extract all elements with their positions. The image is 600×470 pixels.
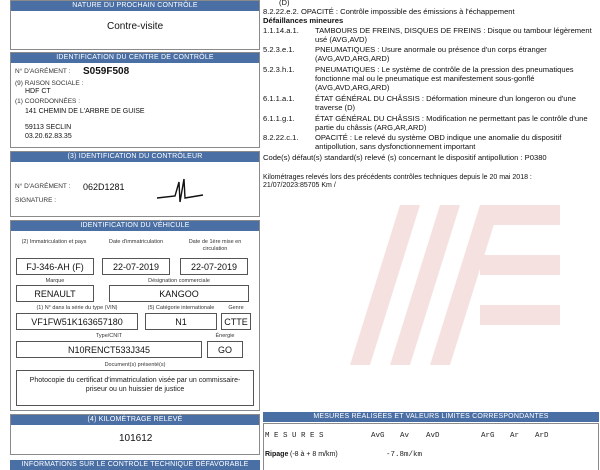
designation-label: Désignation commerciale bbox=[148, 278, 210, 284]
defect-line: (D) bbox=[279, 0, 290, 7]
controleur-agrement-label: N° D'AGRÉMENT : bbox=[15, 183, 71, 190]
genre-label: Genre bbox=[228, 305, 244, 311]
immat-value: FJ-346-AH (F) bbox=[16, 258, 94, 275]
defect-line: 5.2.3.h.1. PNEUMATIQUES : Le système de contrôle de la pression des pneumatiques fonctionne mal ou le pneumatique est manifestement sous-gonflé (AVG,AVD,ARG,ARD) bbox=[263, 65, 574, 92]
categorie-value: N1 bbox=[145, 313, 217, 330]
ripage-label: Ripage bbox=[265, 451, 289, 458]
type-label: Type/CNIT bbox=[95, 333, 123, 339]
marque-value: RENAULT bbox=[16, 285, 94, 302]
col-ar: Ar bbox=[510, 432, 520, 440]
centre-coord-label: (1) COORDONNÉES : bbox=[15, 98, 81, 105]
mesures-header: MESURES RÉALISÉES ET VALEURS LIMITES CORRESPONDANTES bbox=[263, 412, 599, 422]
defect-line: 5.2.3.e.1. PNEUMATIQUES : Usure anormale ou présence d'un corps étranger (AVG,AVD,ARG,ARD) bbox=[263, 45, 547, 63]
date-immat-label: Date d'immatriculation bbox=[108, 239, 164, 245]
centre-phone: 03.20.62.83.35 bbox=[25, 133, 72, 140]
centre-header: IDENTIFICATION DU CENTRE DE CONTRÔLE bbox=[11, 53, 259, 63]
next-control-panel bbox=[10, 0, 260, 50]
col-avg: AvG bbox=[371, 432, 385, 440]
kilometrage-panel bbox=[10, 414, 260, 455]
controleur-panel bbox=[10, 151, 260, 217]
controleur-header: (3) IDENTIFICATION DU CONTRÔLEUR bbox=[11, 152, 259, 162]
date-first-label: Date de 1ère mise en circulation bbox=[188, 239, 242, 252]
centre-agrement-label: N° D'AGRÉMENT : bbox=[15, 68, 71, 75]
watermark-logo bbox=[330, 175, 570, 375]
next-control-value: Contre-visite bbox=[107, 21, 164, 32]
marque-label: Marque bbox=[45, 278, 65, 284]
immat-label: (2) Immatriculation et pays bbox=[21, 239, 87, 245]
ripage-value: -7.8m/km bbox=[386, 451, 423, 459]
informations-header: INFORMATIONS SUR LE CONTRÔLE TECHNIQUE DÉFAVORABLE bbox=[10, 460, 260, 470]
vin-value: VF1FW51K163657180 bbox=[16, 313, 138, 330]
energie-label: Énergie bbox=[215, 333, 235, 339]
type-value: N10RENCT533J345 bbox=[16, 341, 202, 358]
defect-line: 1.1.14.a.1. TAMBOURS DE FREINS, DISQUES DE FREINS : Disque ou tambour légèrement usé (AVG,AVD) bbox=[263, 26, 592, 44]
vin-label: (1) N° dans la série du type (VIN) bbox=[36, 305, 118, 311]
vehicule-header: IDENTIFICATION DU VÉHICULE bbox=[11, 221, 259, 231]
date-immat-value: 22-07-2019 bbox=[102, 258, 170, 275]
centre-raison-label: (9) RAISON SOCIALE : bbox=[15, 80, 84, 87]
kilometrage-value: 101612 bbox=[119, 433, 153, 444]
col-avd: AvD bbox=[426, 432, 440, 440]
col-ard: ArD bbox=[535, 432, 549, 440]
defect-line: 6.1.1.g.1. ÉTAT GÉNÉRAL DU CHÂSSIS : Modification ne permettant pas le contrôle d'une partie du châssis (ARG,AR,ARD) bbox=[263, 114, 588, 132]
defect-line: 6.1.1.a.1. ÉTAT GÉNÉRAL DU CHÂSSIS : Déformation mineure d'un longeron ou d'une traverse (D) bbox=[263, 94, 576, 112]
centre-address-line2: 59113 SECLIN bbox=[25, 124, 72, 131]
kilometrages-text: Kilométrages relevés lors des précédents contrôles techniques depuis le 20 mai 2018 : bbox=[263, 174, 532, 181]
centre-agrement-value: S059F508 bbox=[83, 66, 130, 77]
mesures-panel bbox=[263, 423, 599, 470]
controleur-agrement-value: 062D1281 bbox=[83, 182, 125, 192]
controleur-signature bbox=[149, 174, 209, 208]
col-arg: ArG bbox=[481, 432, 495, 440]
controleur-signature-label: SIGNATURE : bbox=[15, 197, 57, 204]
section-title-mineures: Défaillances mineures bbox=[263, 16, 344, 25]
mesures-title: M E S U R E S bbox=[265, 432, 324, 440]
designation-value: KANGOO bbox=[109, 285, 249, 302]
energie-value: GO bbox=[207, 341, 243, 358]
defect-line: 8.2.22.c.1. OPACITÉ : Le relevé du système OBD indique une anomalie du dispositif antipollution, sans dysfonctionnement important bbox=[263, 133, 562, 151]
genre-value: CTTE bbox=[221, 313, 251, 330]
vehicule-panel bbox=[10, 220, 260, 411]
centre-raison-value: HDF CT bbox=[25, 88, 51, 95]
defect-line: 8.2.22.e.2. OPACITÉ : Contrôle impossible des émissions à l'échappement bbox=[263, 7, 515, 16]
documents-label: Document(s) présenté(s) bbox=[104, 362, 166, 368]
kilometrages-value: 21/07/2023:85705 Km / bbox=[263, 182, 336, 189]
categorie-label: (5) Catégorie internationale bbox=[147, 305, 215, 311]
documents-value: Photocopie du certificat d'immatriculation visée par un commissaire-priseur ou un huissier de justice bbox=[16, 370, 254, 406]
col-av: Av bbox=[400, 432, 410, 440]
date-first-value: 22-07-2019 bbox=[180, 258, 248, 275]
antipollution-line: Code(s) défaut(s) standard(s) relevé (s) concernant le dispositif antipollution : P0380 bbox=[263, 153, 547, 162]
centre-panel bbox=[10, 52, 260, 148]
centre-address-line1: 141 CHEMIN DE L'ARBRE DE GUISE bbox=[25, 108, 145, 115]
ripage-limit: (-8 à + 8 m/km) bbox=[290, 451, 338, 458]
next-control-header: NATURE DU PROCHAIN CONTRÔLE bbox=[11, 1, 259, 11]
kilometrage-header: (4) KILOMÉTRAGE RELEVÉ bbox=[11, 415, 259, 425]
